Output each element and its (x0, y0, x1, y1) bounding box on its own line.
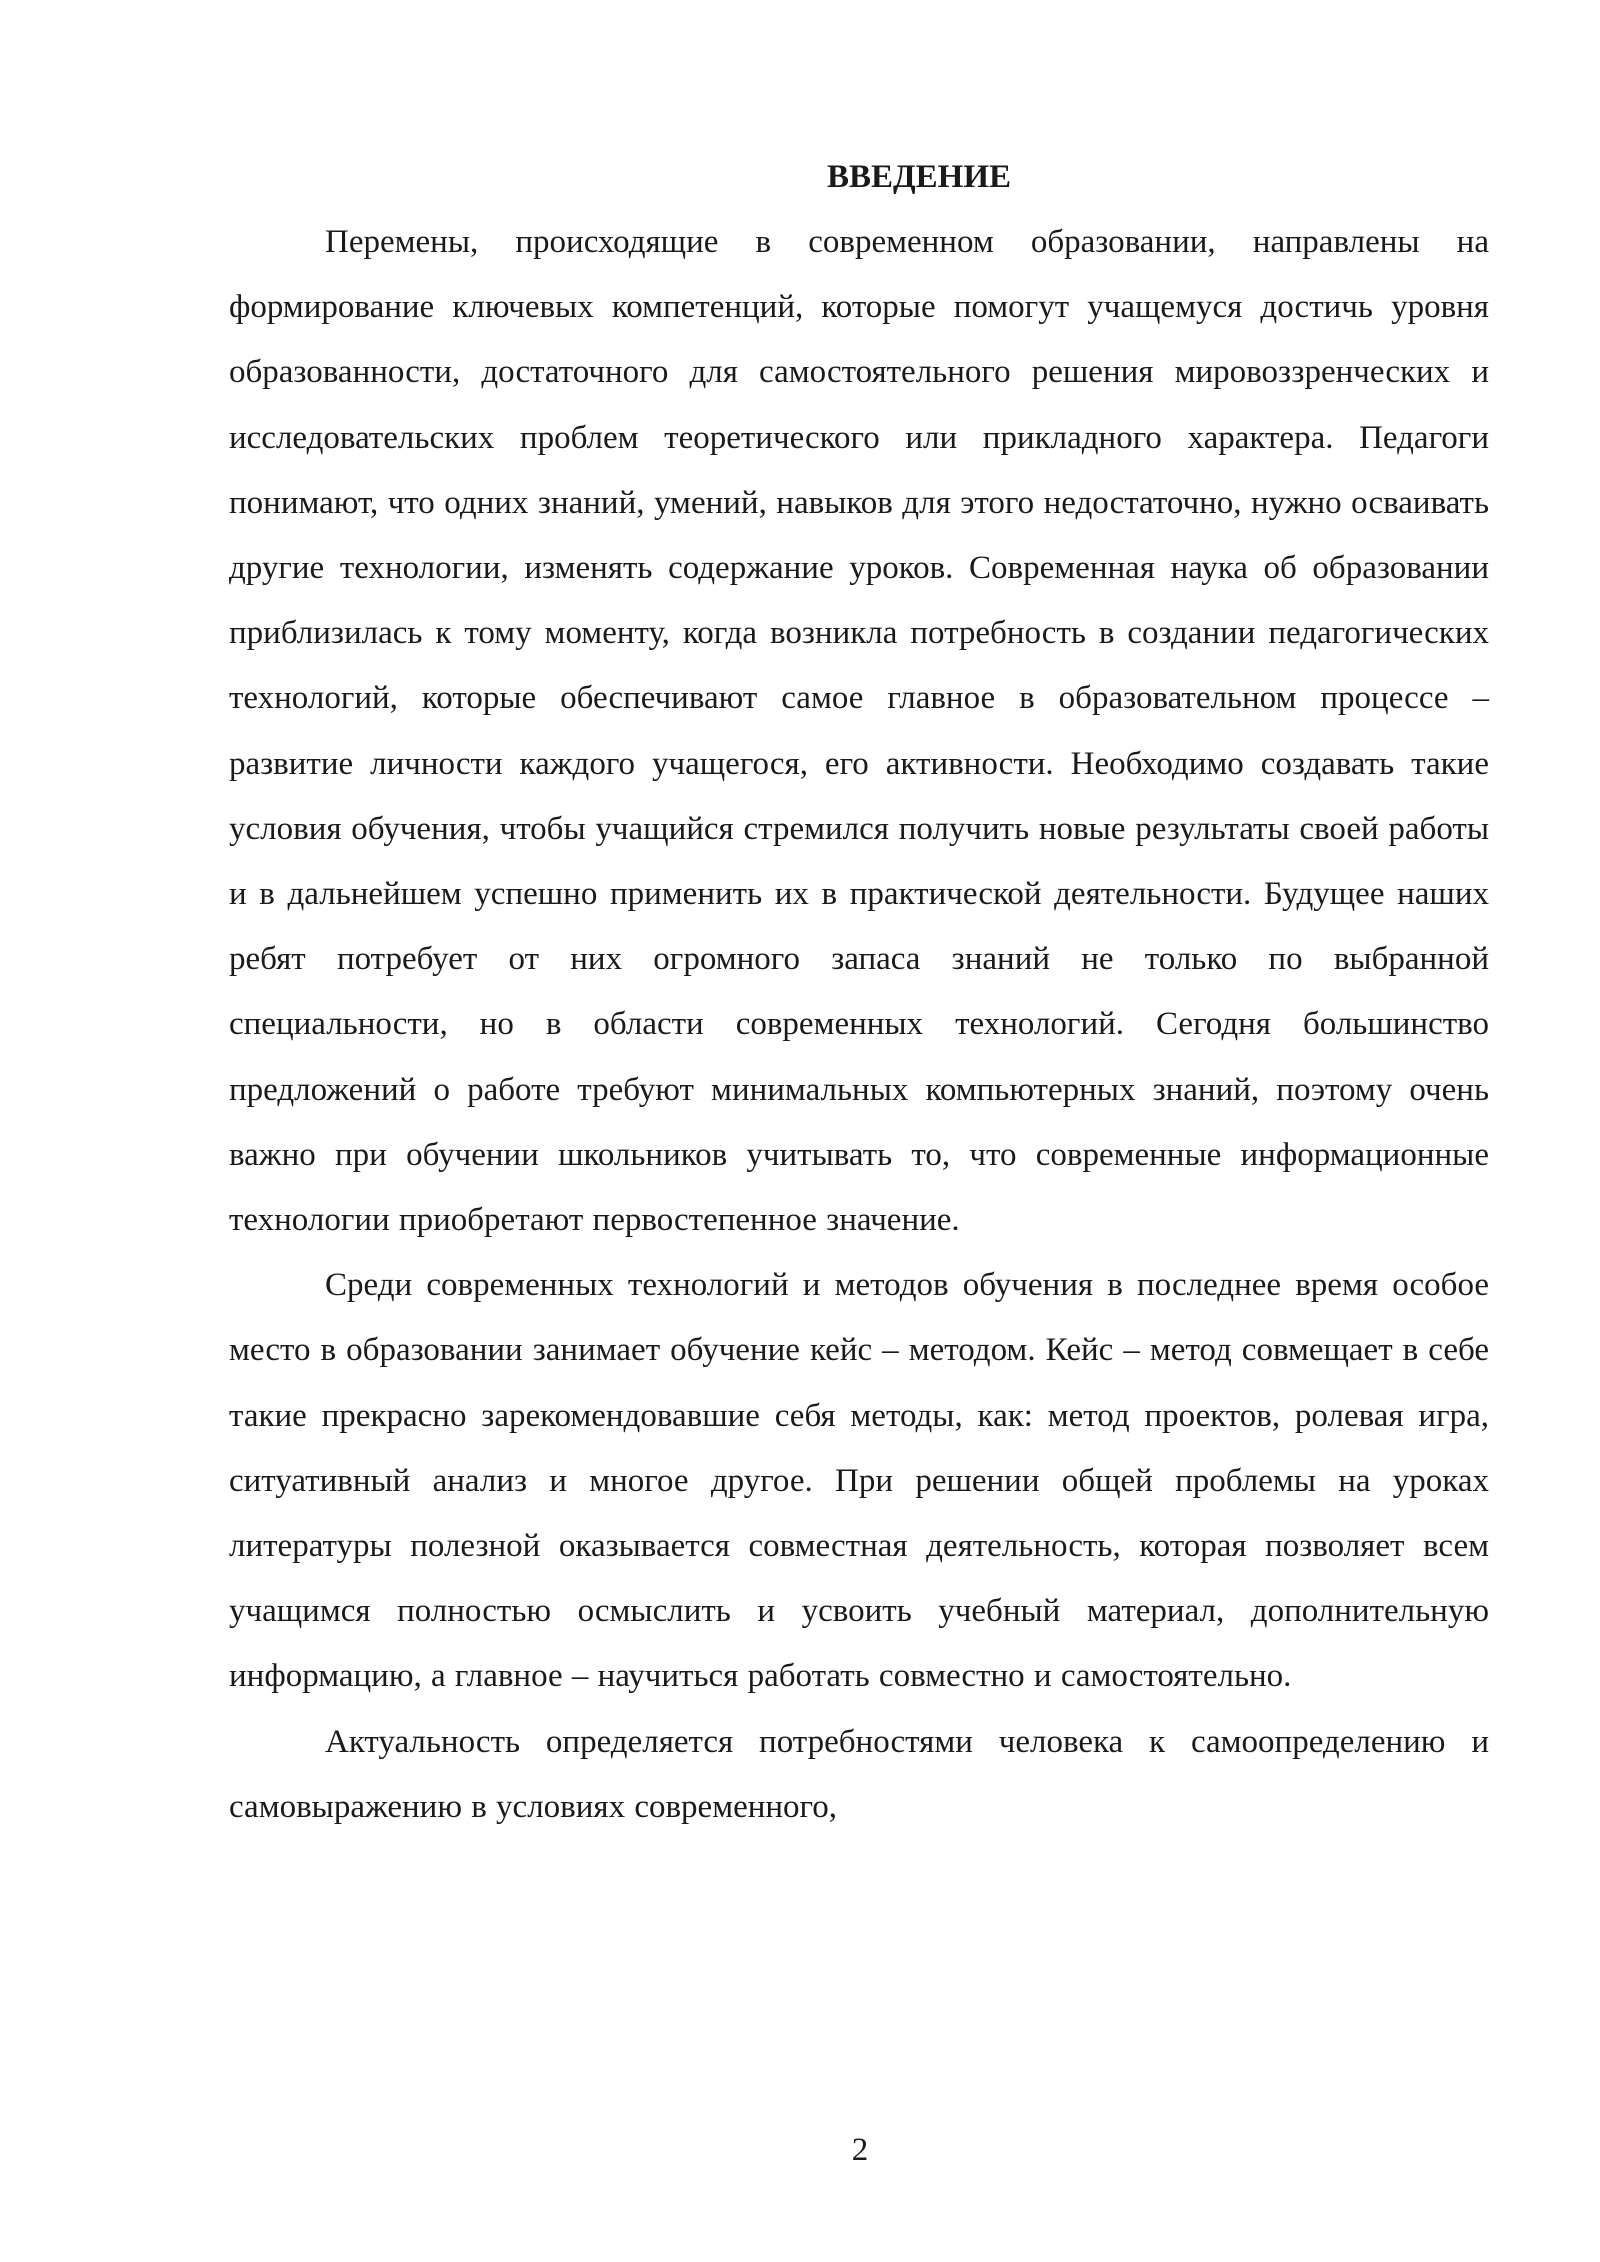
paragraph-1: Перемены, происходящие в современном образовании, направлены на формирование ключевых компетенций, которые помогут учащемуся достичь уровня образованности, достаточного для самостоятельного решения мировоззренческих и исследовательских проблем теоретического или прикладного характера. Педагоги понимают, что одних знаний, умений, навыков для этого недостаточно, нужно осваивать другие технологии, изменять содержание уроков. Современная наука об образовании приблизилась к тому моменту, когда возникла потребность в создании педагогических технологий, которые обеспечивают самое главное в образовательном процессе – развитие личности каждого учащегося, его активности. Необходимо создавать такие условия обучения, чтобы учащийся стремился получить новые результаты своей работы и в дальнейшем успешно применить их в практической деятельности. Будущее наших ребят потребует от них огромного запаса знаний не только по выбранной специальности, но в области современных технологий. Сегодня большинство предложений о работе требуют минимальных компьютерных знаний, поэтому очень важно при обучении школьников учитывать то, что современные информационные технологии приобретают первостепенное значение. (229, 224, 1489, 1239)
paragraph-3: Актуальность определяется потребностями человека к самоопределению и самовыражению в условиях современного, (229, 1723, 1489, 1825)
page-content (229, 150, 1489, 1840)
page-number: 2 (851, 2132, 869, 2168)
paragraph-2: Среди современных технологий и методов обучения в последнее время особое место в образовании занимает обучение кейс – методом. Кейс – метод совмещает в себе такие прекрасно зарекомендовавшие себя методы, как: метод проектов, ролевая игра, ситуативный анализ и многое другое. При решении общей проблемы на уроках литературы полезной оказывается совместная деятельность, которая позволяет всем учащимся полностью осмыслить и усвоить учебный материал, дополнительную информацию, а главное – научиться работать совместно и самостоятельно. (229, 1267, 1489, 1695)
section-title: ВВЕДЕНИЕ (826, 159, 1012, 195)
